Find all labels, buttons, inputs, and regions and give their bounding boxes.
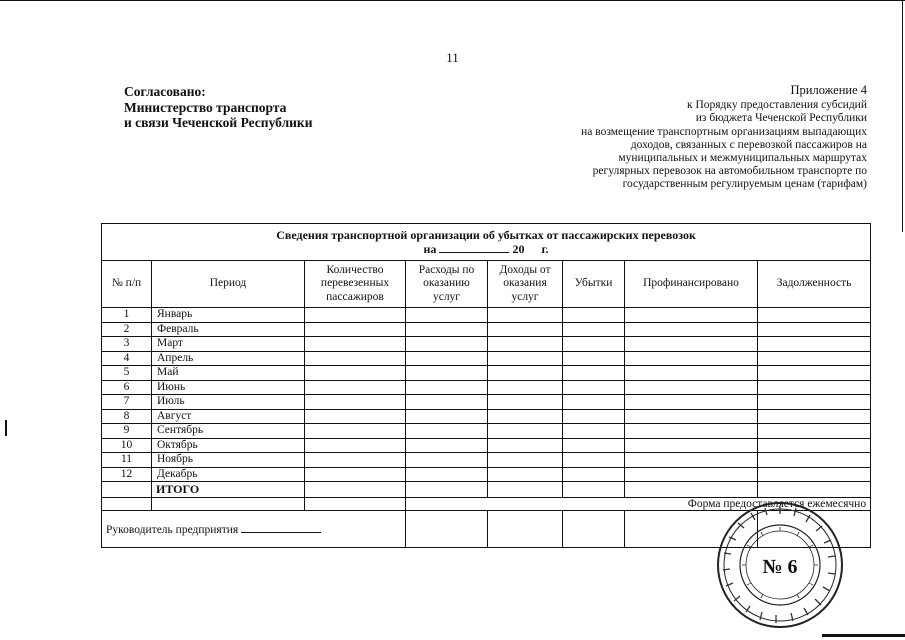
row-number: 2	[102, 322, 152, 337]
column-header: Профинансировано	[625, 261, 758, 308]
row-number: 5	[102, 366, 152, 381]
page-frame-top	[0, 0, 905, 1]
table-cell[interactable]	[406, 380, 488, 395]
table-cell	[102, 482, 152, 498]
table-cell[interactable]	[406, 438, 488, 453]
table-cell[interactable]	[406, 453, 488, 468]
table-cell[interactable]	[563, 409, 625, 424]
table-cell[interactable]	[758, 482, 871, 498]
table-cell[interactable]	[758, 424, 871, 439]
row-period: Сентябрь	[152, 424, 305, 439]
table-cell[interactable]	[625, 337, 758, 352]
table-row	[102, 308, 871, 323]
row-period: Ноябрь	[152, 453, 305, 468]
year-prefix: 20	[512, 241, 525, 256]
appendix-line: муниципальных и межмуниципальных маршрутах	[618, 152, 867, 165]
table-cell[interactable]	[758, 453, 871, 468]
appendix-line: регулярных перевозок на автомобильном транспорте по	[592, 165, 867, 178]
table-cell[interactable]	[406, 424, 488, 439]
row-period: Май	[152, 366, 305, 381]
table-cell[interactable]	[406, 351, 488, 366]
table-cell[interactable]	[758, 467, 871, 482]
page-frame-bottom	[822, 634, 905, 637]
appendix-line: к Порядку предоставления субсидий	[687, 99, 867, 112]
signature-line[interactable]	[241, 523, 321, 533]
table-cell[interactable]	[625, 395, 758, 410]
table-cell[interactable]	[563, 438, 625, 453]
table-cell[interactable]	[563, 351, 625, 366]
row-number: 11	[102, 453, 152, 468]
appendix-line: на возмещение транспортным организациям выпадающих	[581, 125, 867, 138]
table-cell[interactable]	[625, 482, 758, 498]
table-cell[interactable]	[488, 395, 563, 410]
year-suffix: г.	[541, 241, 549, 256]
row-number: 7	[102, 395, 152, 410]
period-blank[interactable]	[439, 242, 509, 253]
column-header: Задолженность	[758, 261, 871, 308]
margin-mark	[5, 420, 7, 436]
table-cell[interactable]	[488, 366, 563, 381]
approval-line-1: Согласовано:	[124, 84, 206, 99]
table-row	[102, 453, 871, 468]
table-cell[interactable]	[563, 380, 625, 395]
table-cell[interactable]	[305, 322, 406, 337]
table-cell[interactable]	[305, 482, 406, 498]
table-cell[interactable]	[488, 322, 563, 337]
table-cell[interactable]	[406, 366, 488, 381]
table-cell[interactable]	[563, 424, 625, 439]
row-period: Декабрь	[152, 467, 305, 482]
table-cell[interactable]	[758, 337, 871, 352]
table-cell	[488, 511, 563, 548]
column-header: Период	[152, 261, 305, 308]
form-frequency-note: Форма предоставляется ежемесячно	[406, 498, 871, 511]
table-cell[interactable]	[406, 482, 488, 498]
column-header: Количество перевезенных пассажиров	[305, 261, 406, 308]
row-period: Апрель	[152, 351, 305, 366]
table-cell[interactable]	[488, 467, 563, 482]
table-cell[interactable]	[758, 395, 871, 410]
table-cell[interactable]	[305, 351, 406, 366]
row-number: 1	[102, 308, 152, 323]
table-cell	[305, 498, 406, 511]
table-row	[102, 366, 871, 381]
table-cell[interactable]	[563, 395, 625, 410]
appendix-line: из бюджета Чеченской Республики	[695, 112, 867, 125]
table-cell[interactable]	[488, 351, 563, 366]
table-cell[interactable]	[625, 351, 758, 366]
table-cell[interactable]	[305, 409, 406, 424]
row-period: Июнь	[152, 380, 305, 395]
table-cell[interactable]	[305, 337, 406, 352]
row-number: 4	[102, 351, 152, 366]
row-number: 12	[102, 467, 152, 482]
approval-block	[124, 84, 312, 131]
table-cell[interactable]	[406, 308, 488, 323]
table-cell[interactable]	[563, 337, 625, 352]
approval-line-3: и связи Чеченской Республики	[124, 115, 313, 130]
column-header: Доходы от оказания услуг	[488, 261, 563, 308]
page-frame-right	[902, 0, 903, 232]
table-title-cell	[102, 224, 871, 261]
table-cell[interactable]	[488, 453, 563, 468]
table-cell[interactable]	[488, 482, 563, 498]
row-period: Август	[152, 409, 305, 424]
appendix-line: государственным регулируемым ценам (тарифам)	[622, 178, 867, 191]
table-cell[interactable]	[305, 424, 406, 439]
table-cell[interactable]	[488, 308, 563, 323]
table-row	[102, 395, 871, 410]
column-header: Убытки	[563, 261, 625, 308]
table-period-line	[106, 242, 866, 256]
table-row	[102, 322, 871, 337]
table-cell[interactable]	[758, 409, 871, 424]
table-cell[interactable]	[625, 409, 758, 424]
table-cell[interactable]	[563, 322, 625, 337]
table-cell[interactable]	[625, 438, 758, 453]
table-cell[interactable]	[758, 322, 871, 337]
table-row	[102, 409, 871, 424]
row-number: 8	[102, 409, 152, 424]
table-header-row	[102, 261, 871, 308]
table-cell[interactable]	[406, 337, 488, 352]
period-prefix: на	[423, 241, 437, 256]
appendix-block	[581, 84, 867, 192]
table-cell[interactable]	[305, 366, 406, 381]
table-cell[interactable]	[563, 482, 625, 498]
table-cell	[563, 511, 625, 548]
table-cell[interactable]	[758, 308, 871, 323]
table-cell[interactable]	[488, 424, 563, 439]
table-cell	[406, 511, 488, 548]
table-cell[interactable]	[625, 366, 758, 381]
table-cell	[152, 498, 305, 511]
table-cell[interactable]	[406, 322, 488, 337]
table-cell[interactable]	[305, 438, 406, 453]
table-cell[interactable]	[563, 366, 625, 381]
table-cell[interactable]	[406, 467, 488, 482]
table-cell[interactable]	[305, 453, 406, 468]
table-title: Сведения транспортной организации об убытках от пассажирских перевозок	[276, 227, 696, 242]
table-cell[interactable]	[625, 453, 758, 468]
table-cell[interactable]	[625, 322, 758, 337]
page-number: 11	[446, 50, 459, 65]
table-cell[interactable]	[625, 467, 758, 482]
row-number: 3	[102, 337, 152, 352]
table-cell[interactable]	[758, 366, 871, 381]
row-number: 9	[102, 424, 152, 439]
table-row	[102, 467, 871, 482]
table-cell[interactable]	[488, 337, 563, 352]
table-cell[interactable]	[758, 438, 871, 453]
appendix-line: доходов, связанных с перевозкой пассажиров на	[630, 138, 867, 151]
total-row	[102, 482, 871, 498]
row-period: Июль	[152, 395, 305, 410]
table-cell[interactable]	[625, 380, 758, 395]
row-period: Октябрь	[152, 438, 305, 453]
table-cell[interactable]	[563, 308, 625, 323]
row-number: 6	[102, 380, 152, 395]
table-cell[interactable]	[758, 351, 871, 366]
signature-label: Руководитель предприятия	[106, 523, 239, 536]
row-number: 10	[102, 438, 152, 453]
table-cell[interactable]	[488, 438, 563, 453]
table-cell[interactable]	[563, 467, 625, 482]
total-label: ИТОГО	[152, 482, 305, 498]
table-row	[102, 337, 871, 352]
row-period: Февраль	[152, 322, 305, 337]
table-row	[102, 438, 871, 453]
table-cell[interactable]	[488, 380, 563, 395]
column-header: Расходы по оказанию услуг	[406, 261, 488, 308]
seal-number: № 6	[762, 556, 798, 578]
table-cell[interactable]	[625, 424, 758, 439]
approval-line-2: Министерство транспорта	[124, 99, 287, 115]
table-cell[interactable]	[488, 409, 563, 424]
table-cell[interactable]	[758, 380, 871, 395]
row-period: Март	[152, 337, 305, 352]
table-cell[interactable]	[305, 467, 406, 482]
table-cell[interactable]	[625, 308, 758, 323]
signature-cell	[102, 511, 406, 548]
official-seal	[714, 500, 846, 630]
table-cell	[102, 498, 152, 511]
column-header: № п/п	[102, 261, 152, 308]
table-row	[102, 380, 871, 395]
row-period: Январь	[152, 308, 305, 323]
table-row	[102, 424, 871, 439]
appendix-title: Приложение 4	[790, 83, 867, 97]
table-cell[interactable]	[305, 308, 406, 323]
table-cell[interactable]	[406, 395, 488, 410]
table-row	[102, 351, 871, 366]
table-cell[interactable]	[305, 395, 406, 410]
table-cell[interactable]	[563, 453, 625, 468]
table-cell[interactable]	[305, 380, 406, 395]
table-cell[interactable]	[406, 409, 488, 424]
